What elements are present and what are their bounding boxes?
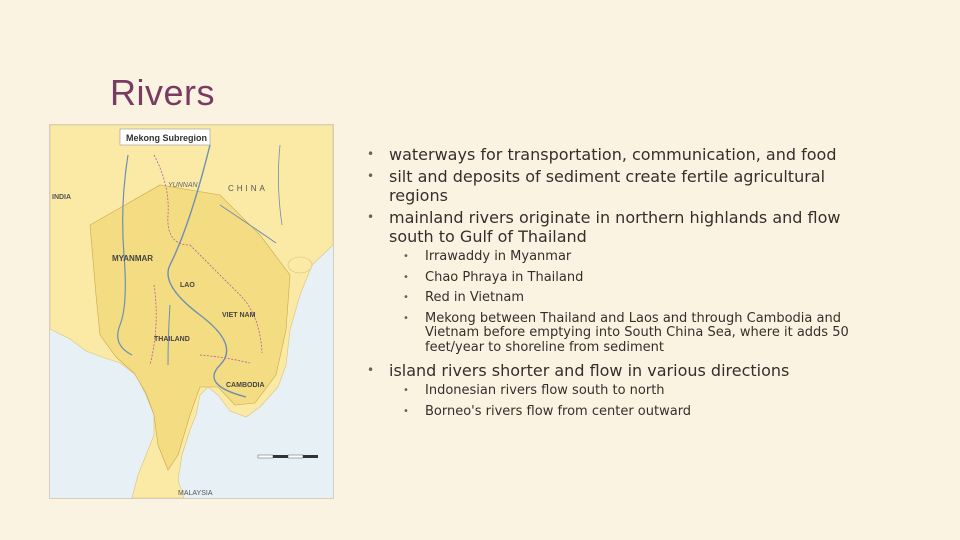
- island-rivers-sublist: [363, 384, 863, 419]
- sub-bullet-irrawaddy: • Irrawaddy in Myanmar: [399, 250, 863, 265]
- bullet-list: [363, 145, 863, 425]
- map-title: Mekong Subregion: [126, 133, 207, 143]
- label-vietnam: VIET NAM: [222, 312, 256, 319]
- label-myanmar: MYANMAR: [112, 254, 154, 263]
- mekong-subregion-map: [49, 124, 334, 499]
- sub-bullet-borneo: • Borneo's rivers flow from center outward: [399, 405, 863, 420]
- sub-bullet-chao-phraya: • Chao Phraya in Thailand: [399, 271, 863, 286]
- label-yunnan: YUNNAN: [168, 182, 198, 189]
- label-india: INDIA: [52, 194, 72, 201]
- slide-title: Rivers: [110, 72, 216, 113]
- map-graphic: [50, 125, 333, 498]
- bullet-island-rivers: • island rivers shorter and flow in various directions: [363, 361, 863, 380]
- label-china: CHINA: [228, 184, 268, 193]
- label-malaysia: MALAYSIA: [178, 490, 213, 497]
- sub-bullet-indonesian: • Indonesian rivers flow south to north: [399, 384, 863, 399]
- label-cambodia: CAMBODIA: [226, 382, 265, 389]
- mainland-rivers-sublist: [363, 250, 863, 355]
- bullet-mainland-rivers: • mainland rivers originate in northern highlands and flow south to Gulf of Thailand: [363, 208, 863, 246]
- sub-bullet-mekong: • Mekong between Thailand and Laos and through Cambodia and Vietnam before emptying into South China Sea, where it adds 50 feet/year to shoreline from sediment: [399, 312, 863, 356]
- bullet-silt: • silt and deposits of sediment create fertile agricultural regions: [363, 167, 863, 205]
- bullet-waterways: • waterways for transportation, communication, and food: [363, 145, 863, 164]
- label-lao: LAO: [180, 282, 195, 289]
- label-thailand: THAILAND: [154, 336, 190, 343]
- sub-bullet-red: • Red in Vietnam: [399, 291, 863, 306]
